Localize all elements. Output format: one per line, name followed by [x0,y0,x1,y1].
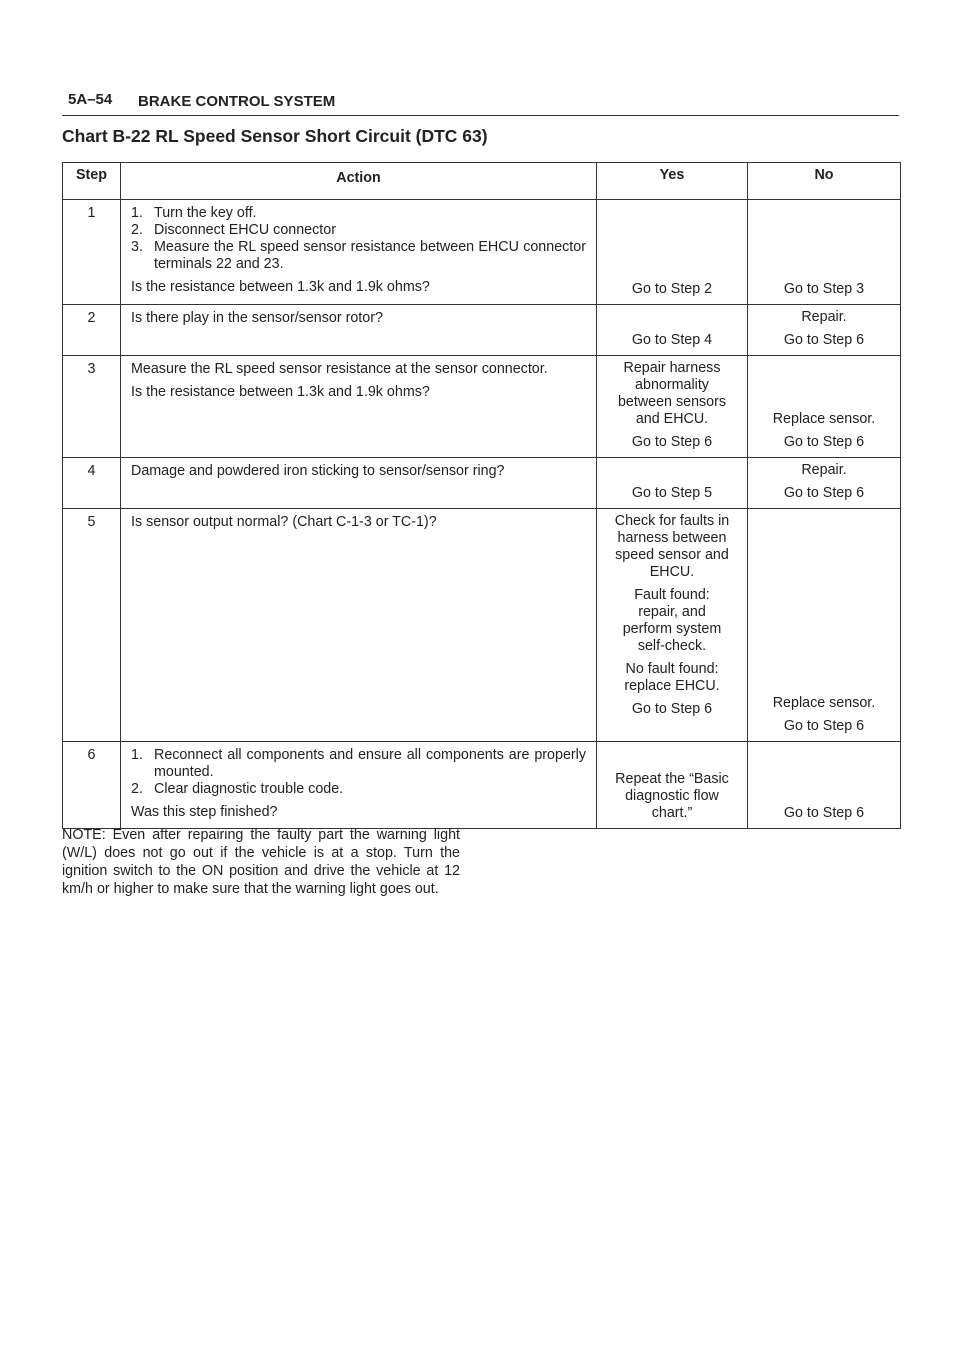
yes-cell: Go to Step 5 [597,458,748,509]
action-item: 1. Reconnect all components and ensure all components are properly mounted. [131,747,586,780]
no-cell: Repair. Go to Step 6 [748,305,901,356]
action-cell [121,200,597,305]
header-step: Step [63,163,121,200]
table-header-row [63,163,901,200]
table-row [63,356,901,458]
header-yes: Yes [597,163,748,200]
table-row [63,200,901,305]
table-row [63,509,901,742]
diagnostic-table [62,162,901,829]
action-question: Is there play in the sensor/sensor rotor? [131,310,383,326]
action-cell [121,356,597,458]
step-number: 2 [63,305,121,356]
action-item: 1. Turn the key off. [131,205,257,221]
step-number: 6 [63,742,121,829]
no-cell: Repair. Go to Step 6 [748,458,901,509]
no-cell: Go to Step 6 [748,742,901,829]
header-action: Action [121,163,597,200]
step-number: 5 [63,509,121,742]
section-title: BRAKE CONTROL SYSTEM [138,93,336,110]
action-list [131,747,586,798]
action-question: Damage and powdered iron sticking to sensor/sensor ring? [131,463,505,479]
action-cell [121,305,597,356]
step-number: 4 [63,458,121,509]
table-row [63,305,901,356]
header-rule [62,115,899,116]
action-question: Is the resistance between 1.3k and 1.9k ohms? [131,384,430,400]
action-item: 2. Clear diagnostic trouble code. [131,781,344,797]
action-cell [121,742,597,829]
action-text: Measure the RL speed sensor resistance at the sensor connector. [131,361,548,377]
yes-cell: Go to Step 2 [597,200,748,305]
chart-title: Chart B-22 RL Speed Sensor Short Circuit (DTC 63) [62,126,488,146]
no-cell: Go to Step 3 [748,200,901,305]
yes-cell: Repeat the “Basic diagnostic flow chart.” [597,742,748,829]
action-question: Is sensor output normal? (Chart C-1-3 or TC-1)? [131,514,437,530]
page-number: 5A–54 [68,91,113,108]
action-question: Was this step finished? [131,804,278,820]
step-number: 3 [63,356,121,458]
action-item: 2. Disconnect EHCU connector [131,222,336,238]
no-cell: Replace sensor. Go to Step 6 [748,356,901,458]
action-list [131,205,586,273]
table-row [63,458,901,509]
yes-cell: Check for faults in harness between speed sensor and EHCU. Fault found: repair, and perform system self-check. No fault found: replace EHCU. Go to Step 6 [597,509,748,742]
yes-cell: Repair harness abnormality between sensors and EHCU. Go to Step 6 [597,356,748,458]
action-cell [121,509,597,742]
action-cell [121,458,597,509]
table-row [63,742,901,829]
action-question: Is the resistance between 1.3k and 1.9k ohms? [131,279,430,295]
step-number: 1 [63,200,121,305]
note-text: NOTE: Even after repairing the faulty part the warning light (W/L) does not go out if the vehicle is at a stop. Turn the ignition switch to the ON position and drive the vehicle at 12 km/h or higher to make sure that the warning light goes out. [62,827,460,897]
action-item: 3. Measure the RL speed sensor resistance between EHCU connector terminals 22 and 23. [131,239,586,272]
yes-cell: Go to Step 4 [597,305,748,356]
header-no: No [748,163,901,200]
no-cell: Replace sensor. Go to Step 6 [748,509,901,742]
